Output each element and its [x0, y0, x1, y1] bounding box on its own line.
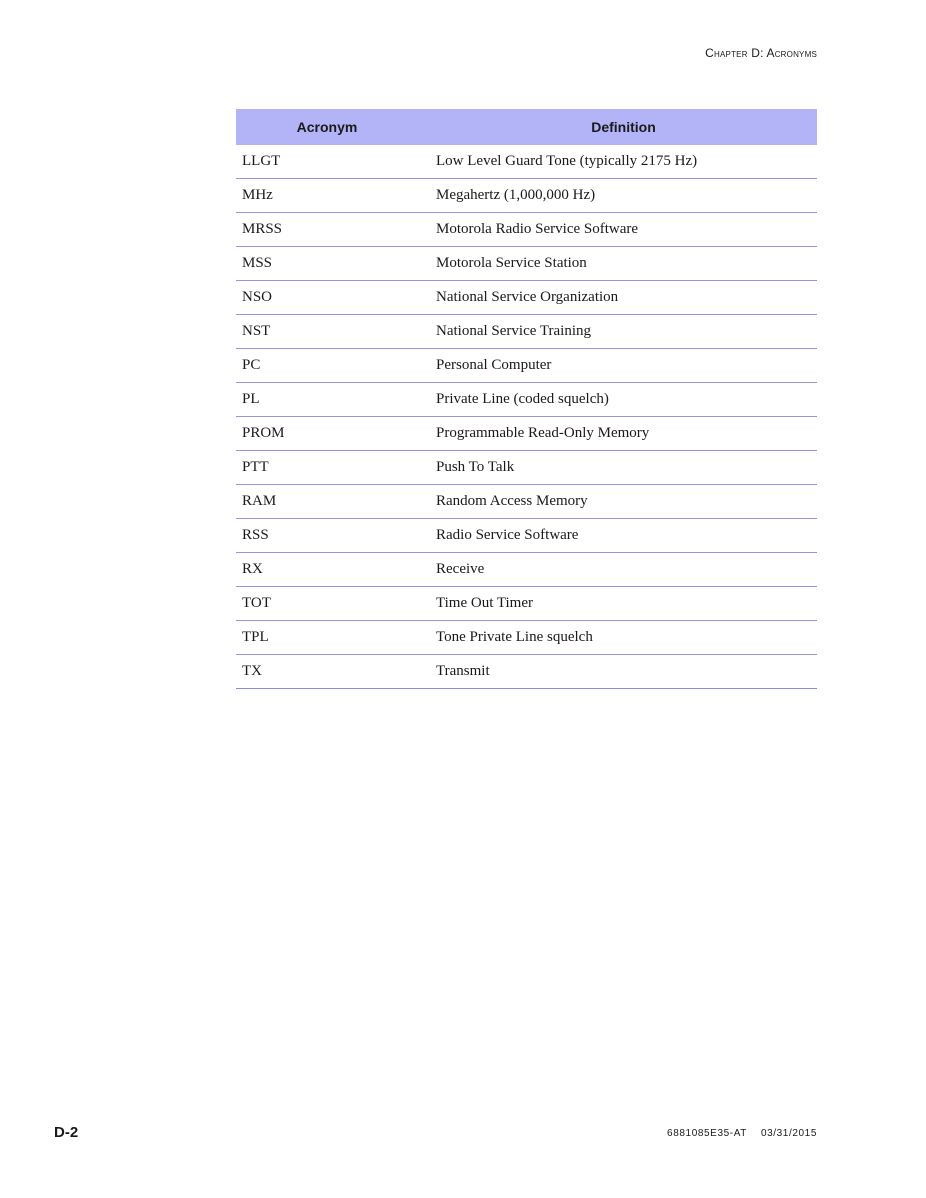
definition-cell: Tone Private Line squelch: [430, 621, 817, 655]
table-row: [236, 587, 817, 621]
document-date: 03/31/2015: [760, 1128, 817, 1139]
definition-cell: Random Access Memory: [430, 485, 817, 519]
table-row: [236, 621, 817, 655]
table-row: [236, 179, 817, 213]
column-header-acronym: Acronym: [236, 109, 430, 145]
acronym-cell: RX: [236, 553, 430, 587]
table-header-row: [236, 109, 817, 145]
table-row: [236, 315, 817, 349]
acronym-cell: RAM: [236, 485, 430, 519]
acronym-cell: MSS: [236, 247, 430, 281]
definition-cell: Time Out Timer: [430, 587, 817, 621]
acronym-cell: MHz: [236, 179, 430, 213]
page-number: D-2: [54, 1124, 79, 1141]
table-row: [236, 383, 817, 417]
acronym-cell: NSO: [236, 281, 430, 315]
definition-cell: Motorola Radio Service Software: [430, 213, 817, 247]
acronym-cell: LLGT: [236, 145, 430, 179]
acronym-table: [236, 109, 817, 689]
definition-cell: Transmit: [430, 655, 817, 689]
definition-cell: National Service Organization: [430, 281, 817, 315]
definition-cell: Motorola Service Station: [430, 247, 817, 281]
definition-cell: Radio Service Software: [430, 519, 817, 553]
definition-cell: Private Line (coded squelch): [430, 383, 817, 417]
table-row: [236, 349, 817, 383]
document-footer: [667, 1128, 817, 1139]
table-row: [236, 485, 817, 519]
table-row: [236, 451, 817, 485]
definition-cell: Push To Talk: [430, 451, 817, 485]
acronym-cell: TPL: [236, 621, 430, 655]
table-row: [236, 281, 817, 315]
acronym-cell: PL: [236, 383, 430, 417]
table-row: [236, 655, 817, 689]
definition-cell: National Service Training: [430, 315, 817, 349]
table-row: [236, 145, 817, 179]
document-number: 6881085E35-AT: [667, 1128, 747, 1139]
definition-cell: Low Level Guard Tone (typically 2175 Hz): [430, 145, 817, 179]
column-header-definition: Definition: [430, 109, 817, 145]
table-row: [236, 417, 817, 451]
running-header: Chapter D: Acronyms: [705, 46, 817, 60]
table-row: [236, 519, 817, 553]
definition-cell: Megahertz (1,000,000 Hz): [430, 179, 817, 213]
acronym-cell: PTT: [236, 451, 430, 485]
acronym-cell: PC: [236, 349, 430, 383]
definition-cell: Personal Computer: [430, 349, 817, 383]
table-row: [236, 213, 817, 247]
definition-cell: Receive: [430, 553, 817, 587]
acronym-cell: PROM: [236, 417, 430, 451]
table-row: [236, 247, 817, 281]
acronym-cell: TOT: [236, 587, 430, 621]
definition-cell: Programmable Read-Only Memory: [430, 417, 817, 451]
table-row: [236, 553, 817, 587]
acronym-cell: MRSS: [236, 213, 430, 247]
acronym-cell: RSS: [236, 519, 430, 553]
acronym-cell: TX: [236, 655, 430, 689]
acronym-cell: NST: [236, 315, 430, 349]
